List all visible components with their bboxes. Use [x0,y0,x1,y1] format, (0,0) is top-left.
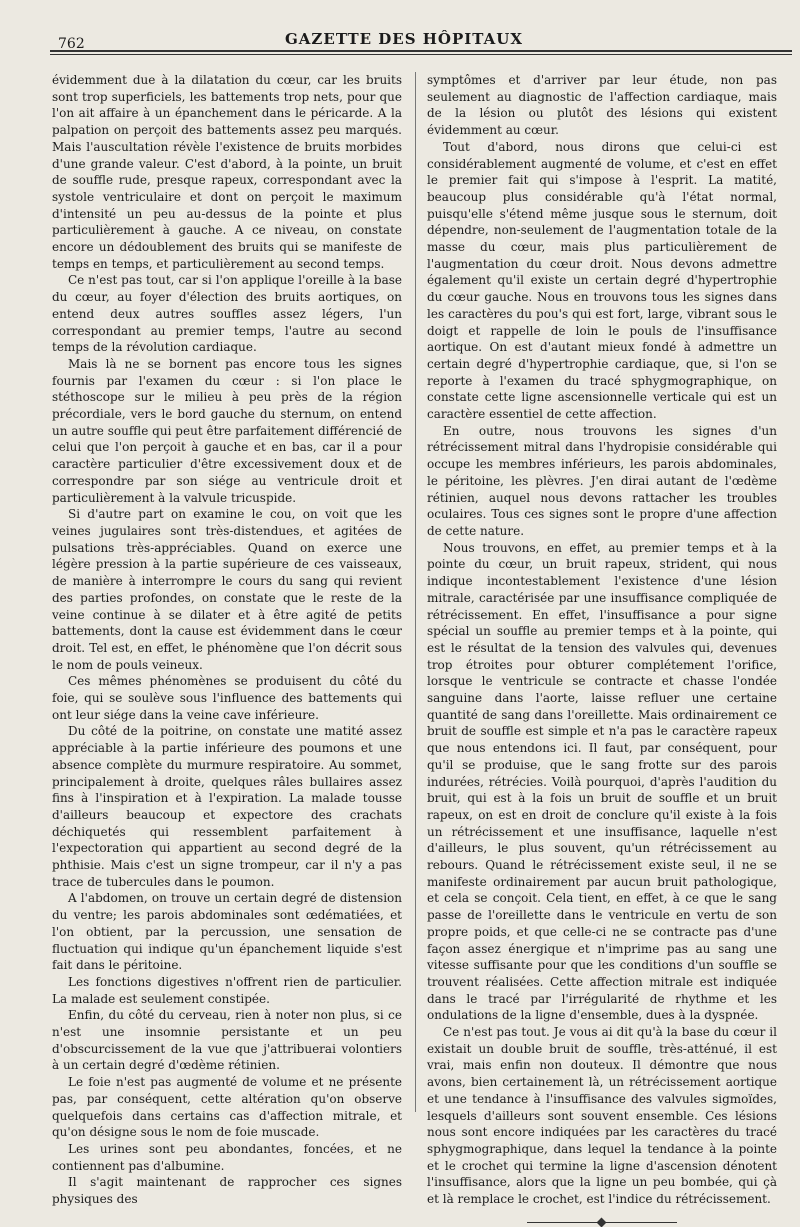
page-number: 762 [58,36,85,52]
paragraph: évidemment due à la dilatation du cœur, car les bruits sont trop superficiels, les battements trop nets, pour que l'on ait affaire à un épanchement dans le péricarde. A la palpation on perçoit des battements assez peu marqués. Mais l'auscultation révèle l'existence de bruits morbides d'une grande valeur. C'est d'abord, à la pointe, un bruit de souffle rude, presque rapeux, correspondant avec la systole ventriculaire et dont on perçoit le maximum d'intensité un peu au-dessus de la pointe et plus particulièrement à gauche. A ce niveau, on constate encore un dédoublement des bruits qui se manifeste de temps en temps, et particulièrement au second temps. [52,73,402,271]
right-column [427,72,777,1223]
paragraph: Les urines sont peu abondantes, foncées, et ne contiennent pas d'albumine. [52,1142,402,1173]
article-body [52,72,792,1207]
paragraph: Il s'agit maintenant de rapprocher ces signes physiques des [52,1175,402,1207]
paragraph: Enfin, du côté du cerveau, rien à noter non plus, si ce n'est une insomnie persistante et un peu d'obscurcissement de la vue que j'attribuerai volontiers à un certain degré d'œdème rétinien. [52,1008,402,1073]
header-rule-thick [50,50,792,52]
paragraph: A l'abdomen, on trouve un certain degré de distension du ventre; les parois abdominales sont œdématiées, et l'on obtient, par la percussion, une sensation de fluctuation qui indique qu'un épanchement liquide s'est fait dans le péritoine. [52,891,402,973]
left-column [52,72,402,1208]
paragraph: Si d'autre part on examine le cou, on voit que les veines jugulaires sont très-distendues, et agitées de pulsations très-appréciables. Quand on exerce une légère pression à la partie supérieure de ces vaisseaux, de manière à interrompre le cours du sang qui revient des parties profondes, on constate que le reste de la veine continue à se dilater et à être agité de petits battements, dont la cause est évidemment dans le cœur droit. Tel est, en effet, le phénomène que l'on décrit sous le nom de pouls veineux. [52,507,402,672]
paragraph: Du côté de la poitrine, on constate une matité assez appréciable à la partie inférieure des poumons et une absence complète du murmure respiratoire. Au sommet, principalement à droite, quelques râles bullaires assez fins à l'inspiration et à l'expiration. La malade tousse d'ailleurs beaucoup et expectore des crachats déchiquetés qui ressemblent parfaitement à l'expectoration qui appartient au second degré de la phthisie. Mais c'est un signe trompeur, car il n'y a pas trace de tubercules dans le poumon. [52,724,402,889]
paragraph: Mais là ne se bornent pas encore tous les signes fournis par l'examen du cœur : si l'on place le stéthoscope sur le milieu à peu près de la région précordiale, vers le bord gauche du sternum, on entend un autre souffle qui peut être parfaitement différencié de celui que l'on perçoit à gauche et en bas, car il a pour caractère particulier d'être excessivement doux et de correspondre par son siége au ventricule droit et particulièrement à la valvule tricuspide. [52,356,402,505]
paragraph: Ce n'est pas tout. Je vous ai dit qu'à la base du cœur il existait un double bruit de souffle, très-atténué, il est vrai, mais enfin non douteux. Il démontre que nous avons, bien certainement là, un rétrécissement aortique et une tendance à l'insuffisance des valvules sigmoïdes, lesquels d'ailleurs sont souvent ensemble. Ces lésions nous sont encore indiquées par les caractères du tracé sphygmographique, dans lequel la tendance à la pointe et le crochet qui termine la ligne d'ascension dénotent l'insuffisance, alors que la ligne un peu bombée, qui çà et là remplace le crochet, est l'indice du rétrécissement. [427,1025,777,1207]
paragraph: Ces mêmes phénomènes se produisent du côté du foie, qui se soulève sous l'influence des battements qui ont leur siége dans la veine cave inférieure. [52,674,402,722]
header-rule-thin [50,54,792,55]
paragraph: Nous trouvons, en effet, au premier temps et à la pointe du cœur, un bruit rapeux, strident, qui nous indique incontestablement l'existence d'une lésion mitrale, caractérisée par une insuffisance compliquée de rétrécissement. En effet, l'insuffisance a pour signe spécial un souffle au premier temps et à la pointe, qui est le résultat de la tension des valvules qui, devenues trop étroites pour obturer complétement l'orifice, lorsque le ventricule se contracte et chasse l'ondée sanguine dans l'aorte, laisse refluer une certaine quantité de sang dans l'oreillette. Mais ordinairement ce bruit de souffle est simple et n'a pas le caractère rapeux que nous entendons ici. Il faut, par conséquent, pour qu'il se produise, que le sang frotte sur des parois indurées, rétrécies. Voilà pourquoi, d'après l'audition du bruit, qui est à la fois un bruit de souffle et un bruit rapeux, on est en droit de conclure qu'il existe à la fois un rétrécissement et une insuffisance, laquelle n'est d'ailleurs, le plus souvent, qu'un rétrécissement au rebours. Quand le rétrécissement existe seul, il ne se manifeste ordinairement par aucun bruit pathologique, et cela se conçoit. Cela tient, en effet, à ce que le sang passe de l'oreillette dans le ventricule en vertu de son propre poids, et que celle-ci ne se contracte pas d'une façon assez énergique et n'imprime pas au sang une vitesse suffisante pour que les conditions d'un souffle se trouvent réalisées. Cette affection mitrale est indiquée dans le tracé par l'irrégularité de rhythme et les ondulations de la ligne d'ensemble, dues à la dyspnée. [427,540,777,1023]
paragraph: Le foie n'est pas augmenté de volume et ne présente pas, par conséquent, cette altération qu'on observe quelquefois dans certains cas d'affection mitrale, et qu'on désigne sous le nom de foie muscade. [52,1075,402,1140]
paragraph: symptômes et d'arriver par leur étude, non pas seulement au diagnostic de l'affection cardiaque, mais de la lésion ou plutôt des lésions qui existent évidemment au cœur. [427,73,777,138]
paragraph: Tout d'abord, nous dirons que celui-ci est considérablement augmenté de volume, et c'est en effet le premier fait qui s'impose à l'esprit. La matité, beaucoup plus considérable qu'à l'état normal, puisqu'elle s'étend même jusque sous le sternum, doit dépendre, non-seulement de l'augmentation totale de la masse du cœur, mais plus particulièrement de l'augmentation du cœur droit. Nous devons admettre également qu'il existe un certain degré d'hypertrophie du cœur gauche. Nous en trouvons tous les signes dans les caractères du pou's qui est fort, large, vibrant sous le doigt et rappelle de loin le pouls de l'insuffisance aortique. On est d'autant mieux fondé à admettre un certain degré d'hypertrophie cardiaque, que, si l'on se reporte à l'examen du tracé sphygmographique, on constate cette ligne ascensionnelle verticale qui est un caractère essentiel de cette affection. [427,139,777,422]
journal-title: GAZETTE DES HÔPITAUX [284,30,523,48]
paragraph: Ce n'est pas tout, car si l'on applique l'oreille à la base du cœur, au foyer d'élection des bruits aortiques, on entend deux autres souffles assez légers, l'un correspondant au premier temps, l'autre au second temps de la révolution cardiaque. [52,273,402,355]
column-divider [415,72,416,1112]
page-header [46,16,762,52]
paragraph: En outre, nous trouvons les signes d'un rétrécissement mitral dans l'hydropisie considérable qui occupe les membres inférieurs, les parois abdominales, le péritoine, les plèvres. J'en dirai autant de l'œdème rétinien, auquel nous devons rattacher les troubles oculaires. Tous ces signes sont le propre d'une affection de cette nature. [427,423,777,538]
section-separator [527,1222,677,1223]
paragraph: Les fonctions digestives n'offrent rien de particulier. La malade est seulement constipée. [52,974,402,1006]
